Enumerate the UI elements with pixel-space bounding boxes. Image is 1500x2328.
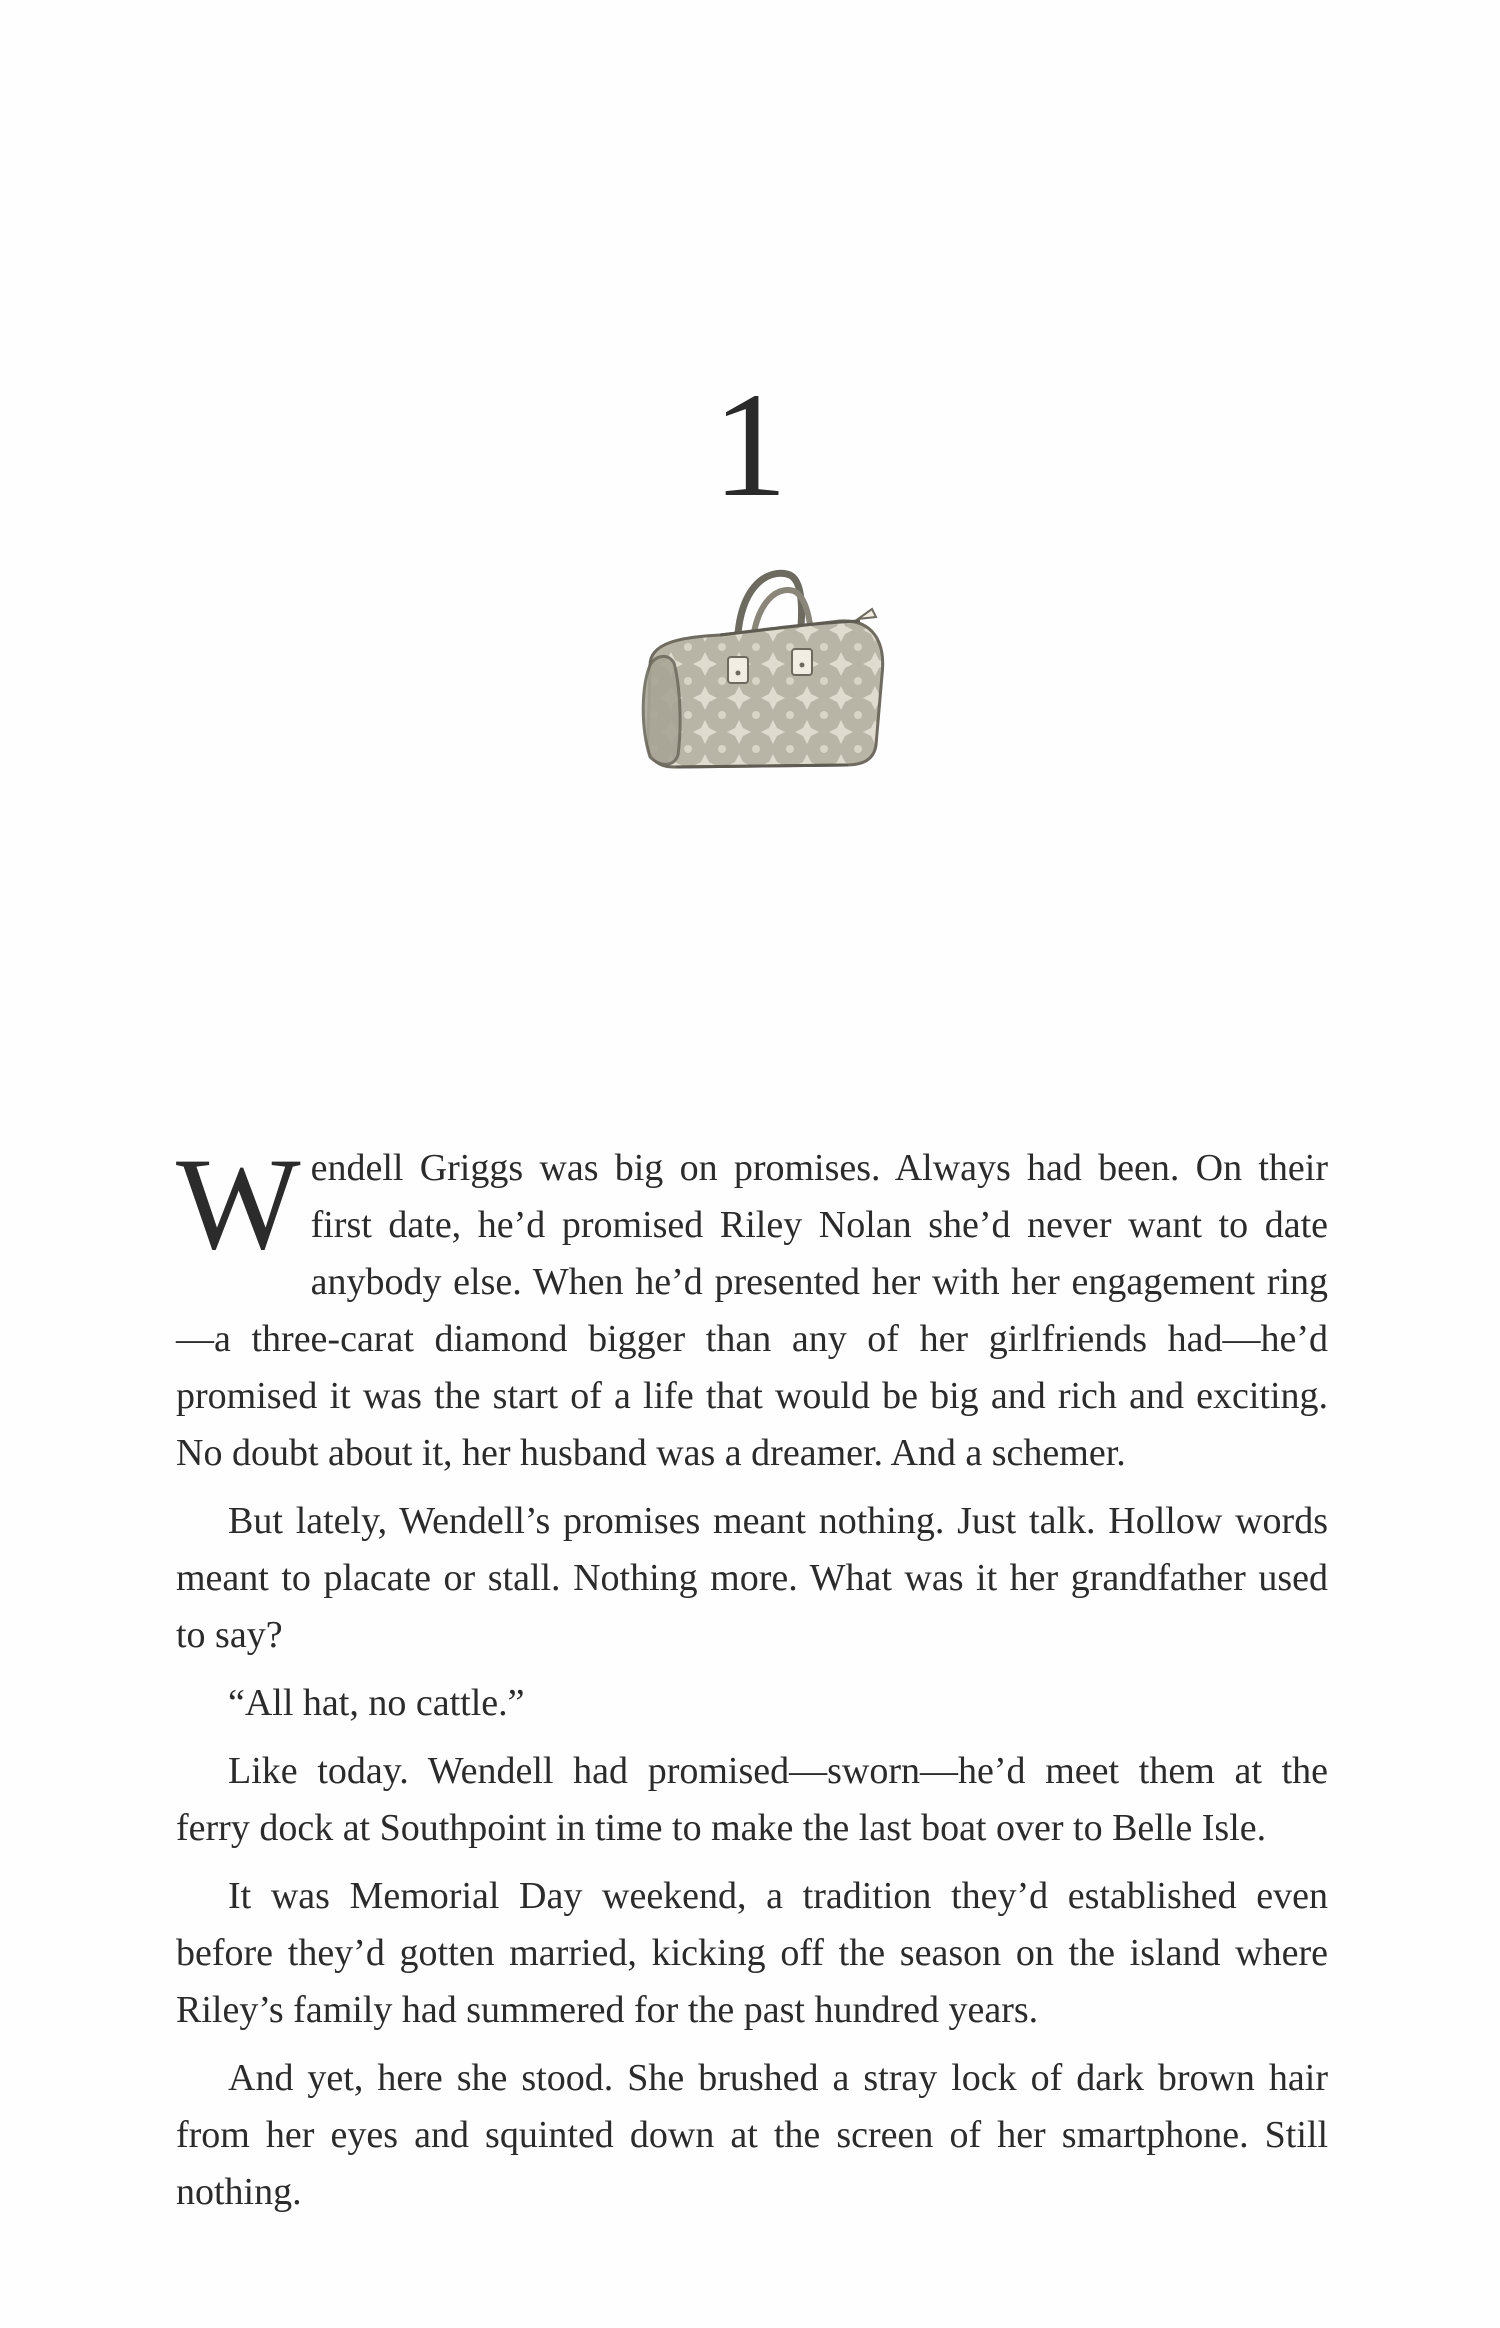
chapter-number: 1 (712, 362, 788, 528)
chapter-text (176, 1130, 1328, 2232)
paragraph: Like today. Wendell had promised—sworn—he’d meet them at the ferry dock at Southpoint in time to make the last boat over to Belle Isle. (176, 1750, 1328, 1849)
paragraph: And yet, here she stood. She brushed a stray lock of dark brown hair from her eyes and squinted down at the screen of her smartphone. Still nothing. (176, 2057, 1328, 2213)
paragraph (176, 1130, 1328, 1482)
drop-cap: W (176, 1130, 301, 1277)
paragraph-text: endell Griggs was big on promises. Always had been. On their first date, he’d promised Riley Nolan she’d never want to date anybody else. When he’d presented her with her engagement ring—a three-carat diamond bigger than any of her girlfriends had—he’d promised it was the start of a life that would be big and rich and exciting. No doubt about it, her husband was a dreamer. And a schemer. (176, 1147, 1328, 1474)
paragraph: It was Memorial Day weekend, a tradition they’d established even before they’d gotten married, kicking off the season on the island where Riley’s family had summered for the past hundred years. (176, 1875, 1328, 2031)
paragraph: But lately, Wendell’s promises meant nothing. Just talk. Hollow words meant to placate or stall. Nothing more. What was it her grandfather used to say? (176, 1500, 1328, 1656)
handbag-icon (620, 545, 900, 775)
paragraph: “All hat, no cattle.” (228, 1682, 525, 1724)
